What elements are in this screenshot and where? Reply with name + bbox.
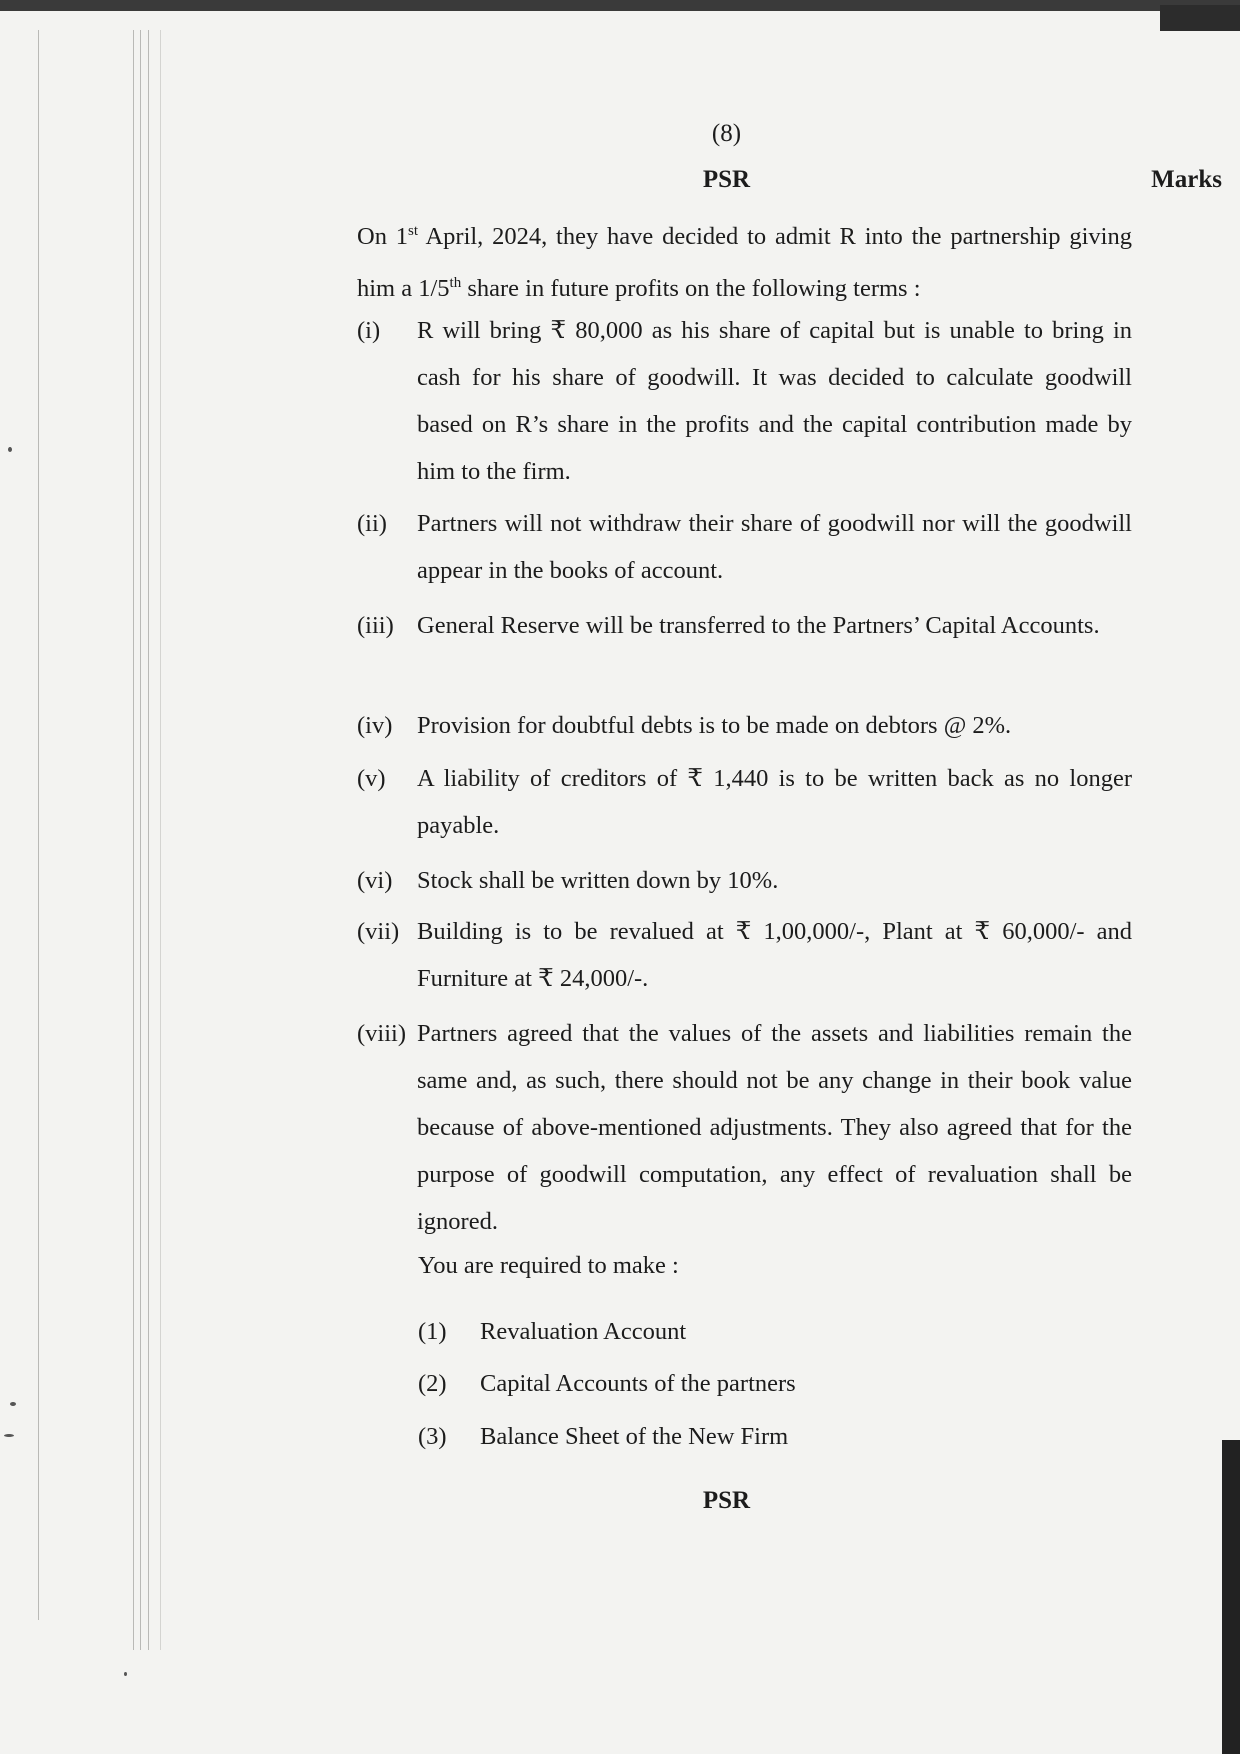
- paper-code-footer: PSR: [702, 1487, 751, 1514]
- term-item: [357, 307, 1132, 495]
- paper-code-header: PSR: [702, 166, 751, 193]
- margin-line: [148, 30, 149, 1650]
- term-number: (vi): [357, 867, 393, 894]
- term-number: (ii): [357, 510, 387, 537]
- margin-line: [140, 30, 141, 1650]
- margin-line: [133, 30, 134, 1650]
- term-number: (iii): [357, 612, 394, 639]
- scan-speck: [8, 447, 12, 452]
- requirement-item: [418, 1423, 788, 1451]
- requirement-number: (1): [418, 1318, 447, 1345]
- term-item: [357, 602, 1132, 649]
- intro-text: April, 2024, they have decided to admit R into the partnership giving him a 1/5: [357, 223, 1132, 303]
- term-text: Partners will not withdraw their share of goodwill nor will the goodwill appear in the books of account.: [417, 510, 1132, 584]
- requirements-lead: You are required to make :: [418, 1252, 679, 1279]
- term-number: (viii): [357, 1020, 406, 1047]
- requirement-number: (3): [418, 1423, 447, 1450]
- term-item: [357, 1010, 1132, 1245]
- term-number: (vii): [357, 918, 400, 945]
- scan-speck: [124, 1672, 127, 1676]
- requirement-item: [418, 1370, 796, 1398]
- marks-column-label: Marks: [1151, 166, 1222, 193]
- term-text: General Reserve will be transferred to the Partners’ Capital Accounts.: [417, 612, 1100, 639]
- ordinal-suffix: th: [449, 275, 462, 292]
- term-text: Partners agreed that the values of the assets and liabilities remain the same and, as such, there should not be any change in their book value because of above-mentioned adjustments. They also agreed that for the purpose of goodwill computation, any effect of revaluation shall be ignored.: [417, 1020, 1132, 1235]
- requirement-text: Revaluation Account: [480, 1318, 687, 1345]
- scan-speck: [4, 1434, 14, 1437]
- margin-line: [160, 30, 161, 1650]
- term-item: [357, 908, 1132, 1002]
- requirement-number: (2): [418, 1370, 447, 1397]
- term-text: A liability of creditors of ₹ 1,440 is to be written back as no longer payable.: [417, 765, 1132, 839]
- term-item: [357, 500, 1132, 594]
- term-number: (i): [357, 317, 381, 344]
- intro-paragraph: [357, 208, 1132, 312]
- requirement-text: Capital Accounts of the partners: [480, 1370, 796, 1397]
- term-text: Stock shall be written down by 10%.: [417, 867, 779, 894]
- term-number: (v): [357, 765, 386, 792]
- requirement-text: Balance Sheet of the New Firm: [480, 1423, 789, 1450]
- term-item: [357, 857, 1132, 904]
- term-text: R will bring ₹ 80,000 as his share of capital but is unable to bring in cash for his share of goodwill. It was decided to calculate goodwill based on R’s share in the profits and the capital contribution made by him to the firm.: [417, 317, 1132, 485]
- intro-text: On 1: [357, 223, 408, 251]
- term-number: (iv): [357, 712, 393, 739]
- ordinal-suffix: st: [408, 223, 419, 239]
- scan-corner-shadow: [1160, 5, 1240, 31]
- scan-speck: [10, 1402, 16, 1406]
- page-number: (8): [711, 120, 742, 147]
- term-text: Provision for doubtful debts is to be made on debtors @ 2%.: [417, 712, 1012, 739]
- term-item: [357, 702, 1132, 749]
- scan-top-border: [0, 0, 1240, 11]
- term-item: [357, 755, 1132, 849]
- requirement-item: [418, 1318, 686, 1346]
- intro-text: share in future profits on the following terms :: [461, 275, 921, 303]
- term-text: Building is to be revalued at ₹ 1,00,000/-, Plant at ₹ 60,000/- and Furniture at ₹ 24,000/-.: [417, 918, 1132, 992]
- margin-line: [38, 30, 39, 1620]
